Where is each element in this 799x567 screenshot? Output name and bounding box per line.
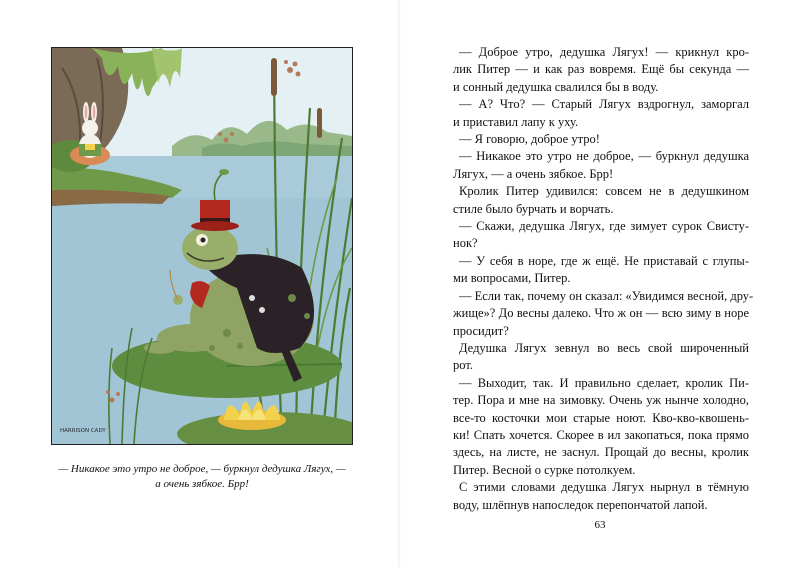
text-line: — Никакое это утро не доброе, — буркнул дедушка [459,149,749,164]
text-line: С этими словами дедушка Лягух нырнул в тёмную [459,480,749,495]
text-line: — А? Что? — Старый Лягух вздрогнул, заморгал [459,97,749,112]
text-line: — Выходит, так. И правильно сделает, кролик Пи- [459,375,749,390]
text-line: Питер. Весной о сурке потолкуем. [453,462,636,477]
artist-signature: HARRISON CADY [60,428,106,434]
illustration-caption [51,462,353,492]
cattail [271,58,277,96]
caption-line: — Никакое это утро не доброе, — буркнул дедушка Лягух, — [58,463,346,475]
illustration-frog-and-rabbit [51,47,353,445]
caption-line: а очень зябкое. Брр! [155,478,249,490]
text-line: нок? [453,236,478,251]
text-line: лик Питер — и как раз вовремя. Ещё бы секунда — [453,62,749,77]
page-number: 63 [594,519,606,531]
book-gutter [398,0,401,567]
text-line: и приставил лапу к уху. [453,114,579,129]
text-line: — Я говорю, доброе утро! [459,132,600,147]
text-line: — Доброе утро, дедушка Лягух! — крикнул кро- [459,45,749,59]
text-line: просидит? [453,323,509,338]
text-line: стиле было бурчать и ворчать. [453,201,614,216]
illustration-drawing [52,48,352,444]
cattail [317,108,322,138]
text-line: — У себя в норе, где ж ещё. Не приставай с глупы- [459,253,749,268]
text-line: рот. [453,358,473,373]
text-line: Лягух, — а очень зябкое. Брр! [453,166,614,181]
text-line: жище»? До весны далеко. Что ж он — всю зиму в норе [453,306,749,321]
text-line: здесь, на листе, не заснул. Прощай до весны, кролик [453,445,749,460]
text-line: все-то косточки мои старые ноют. Кво-кво-квошень- [453,410,749,425]
text-line: Дедушка Лягух зевнул во весь свой широченный [459,340,749,355]
story-text [453,44,754,514]
text-line: Кролик Питер удивился: совсем не в дедушкином [459,184,749,199]
text-line: воду, шлёпнув напоследок перепончатой лапой. [453,497,708,512]
text-line: и сонный дедушка свалился бы в воду. [453,79,659,94]
text-line: — Если так, почему он сказал: «Увидимся весной, дру- [459,288,754,303]
text-line: тер. Пора и мне на зимовку. Очень уж нынче холодно, [453,393,749,408]
text-line: — Скажи, дедушка Лягух, где зимует сурок Свисту- [459,219,749,234]
text-line: ки! Спать хочется. Скорее в ил закопаться, пока прямо [453,427,749,442]
text-line: ми вопросами, Питер. [453,271,571,286]
